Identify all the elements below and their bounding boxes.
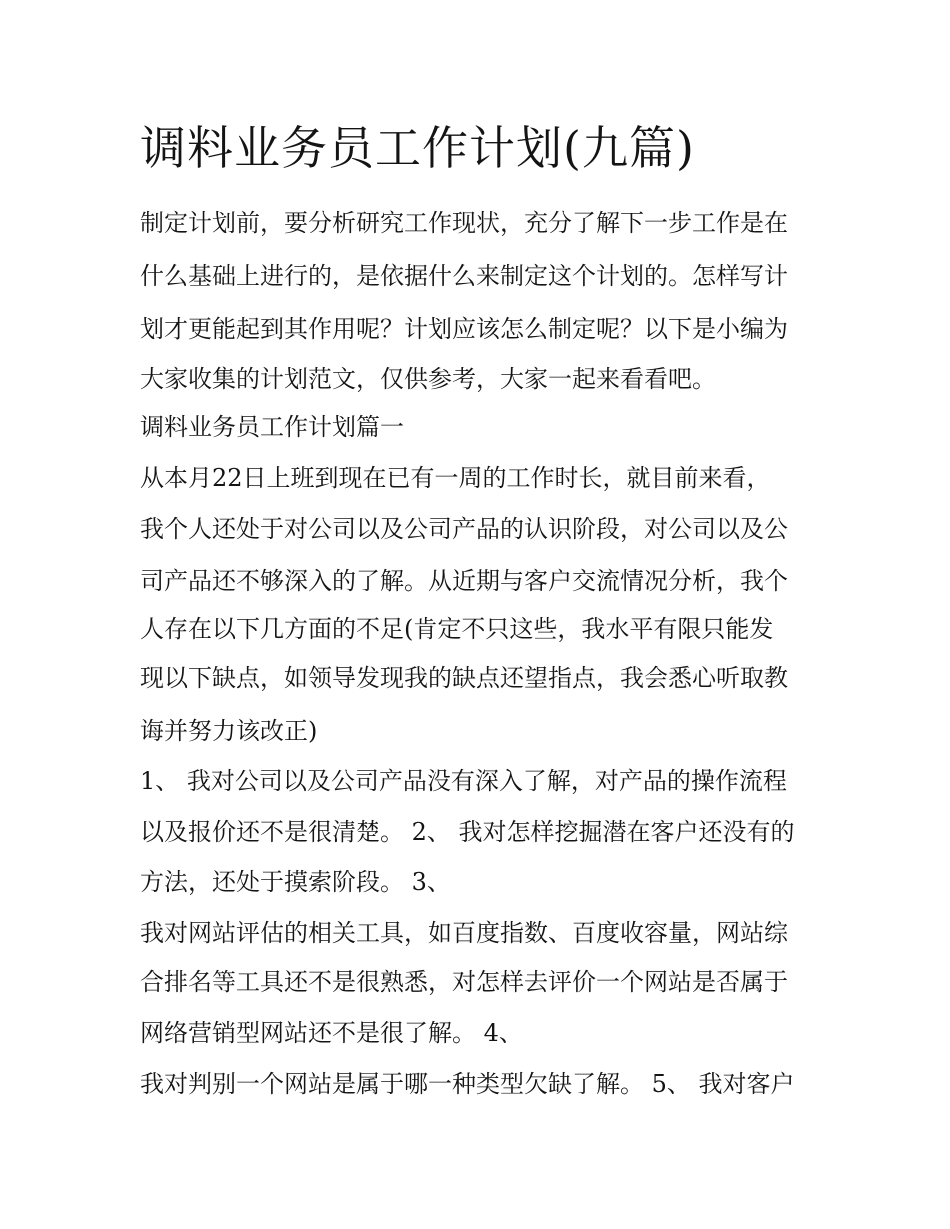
paragraph-line: 划才更能起到其作用呢？计划应该怎么制定呢？以下是小编为 <box>140 315 788 343</box>
list-item: 我对判别一个网站是属于哪一种类型欠缺了解。 5、 我对客户 <box>140 1070 795 1098</box>
section-heading: 调料业务员工作计划篇一 <box>140 413 404 441</box>
paragraph-line: 司产品还不够深入的了解。从近期与客户交流情况分析，我个 <box>140 567 788 595</box>
paragraph-line: 人存在以下几方面的不足(肯定不只这些，我水平有限只能发 <box>140 615 774 643</box>
paragraph-line: 我个人还处于对公司以及公司产品的认识阶段，对公司以及公 <box>140 515 788 543</box>
paragraph-line: 制定计划前，要分析研究工作现状，充分了解下一步工作是在 <box>140 209 788 237</box>
list-item: 以及报价还不是很清楚。 2、 我对怎样挖掘潜在客户还没有的 <box>140 818 795 846</box>
paragraph-line: 从本月22日上班到现在已有一周的工作时长，就目前来看， <box>140 464 771 492</box>
page-title: 调料业务员工作计划(九篇) <box>140 121 695 175</box>
list-item: 我对网站评估的相关工具，如百度指数、百度收容量，网站综 <box>140 919 788 947</box>
list-item: 网络营销型网站还不是很了解。 4、 <box>140 1019 523 1047</box>
list-item: 方法，还处于摸索阶段。 3、 <box>140 868 451 896</box>
paragraph-line: 什么基础上进行的，是依据什么来制定这个计划的。怎样写计 <box>140 262 788 290</box>
paragraph-line: 大家收集的计划范文，仅供参考，大家一起来看看吧。 <box>140 365 716 393</box>
paragraph-line: 诲并努力该改正) <box>140 717 318 745</box>
list-item: 1、 我对公司以及公司产品没有深入了解，对产品的操作流程 <box>140 767 787 795</box>
list-item: 合排名等工具还不是很熟悉，对怎样去评价一个网站是否属于 <box>140 968 788 996</box>
paragraph-line: 现以下缺点，如领导发现我的缺点还望指点，我会悉心听取教 <box>140 664 788 692</box>
